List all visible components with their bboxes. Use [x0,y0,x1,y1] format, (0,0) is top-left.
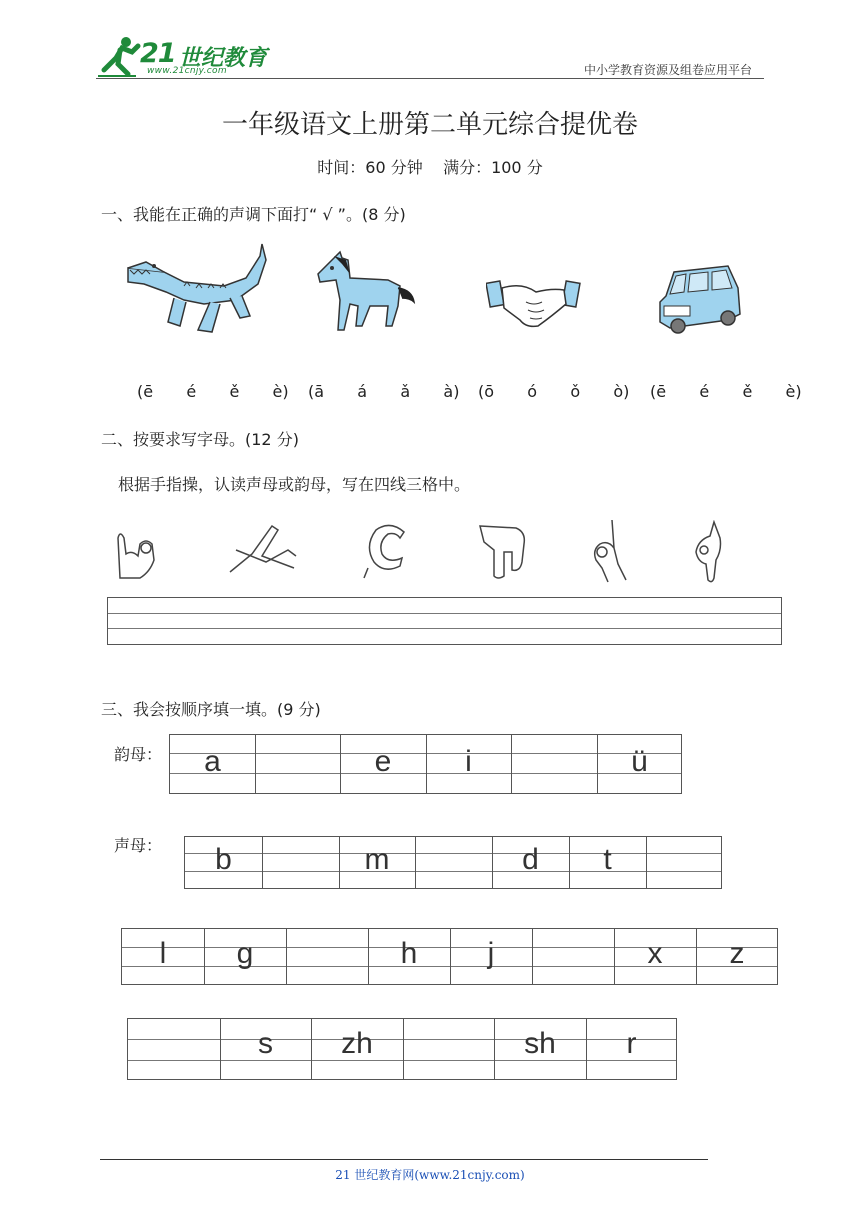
yunmu-cell-6: ü [631,745,648,778]
hand-gesture-3-icon [360,518,416,580]
shengmu-r2-cell-7: x [647,937,663,970]
shengmu-label: 声母： [114,836,163,855]
hand-gesture-2-icon [226,520,300,578]
page-subtitle: 时间：60 分钟 满分：100 分 [317,158,543,177]
yunmu-grid[interactable] [169,734,682,794]
yunmu-label: 韵母： [114,745,163,764]
shengmu-r3-cell-5: sh [524,1027,556,1060]
handshake-picture [486,272,582,338]
shengmu-r2-cell-1: l [159,937,167,970]
shengmu-r1-cell-1: b [215,843,232,876]
shengmu-r3-cell-3: zh [341,1027,373,1060]
shengmu-r2-cell-2: g [236,937,254,970]
car-picture [656,262,744,336]
logo-url: www.21cnjy.com [147,66,227,76]
shengmu-r2-cell-4: h [400,937,418,970]
section2-instruction: 根据手指操，认读声母或韵母，写在四线三格中。 [118,475,471,494]
footer-link[interactable]: 21 世纪教育网(www.21cnjy.com) [335,1168,525,1182]
shengmu-r3-cell-6: r [626,1027,637,1060]
footer-divider [100,1159,708,1160]
shengmu-grid-row1[interactable] [184,836,722,889]
section1-heading: 一、我能在正确的声调下面打“ √ ”。(8 分) [101,205,406,224]
shengmu-r1-cell-5: d [522,843,539,876]
page-title: 一年级语文上册第二单元综合提优卷 [221,110,638,140]
header-platform-text: 中小学教育资源及组卷应用平台 [583,63,752,77]
yunmu-cell-3: e [374,745,392,778]
shengmu-grid-row3[interactable] [127,1018,677,1080]
shengmu-r1-cell-6: t [603,843,612,876]
yunmu-cell-1: a [204,745,221,778]
shengmu-r2-cell-8: z [729,937,745,970]
crocodile-picture [124,242,270,336]
section3-heading: 三、我会按顺序填一填。(9 分) [101,700,321,719]
hand-gesture-6-icon [690,520,730,584]
tone-options-car[interactable]: (ē é ě è) [650,382,802,401]
shengmu-r3-cell-2: s [258,1027,273,1060]
hand-gesture-5-icon [588,518,632,584]
hand-gesture-4-icon [476,522,530,580]
tone-options-horse[interactable]: (ā á ǎ à) [308,382,460,401]
shengmu-r2-cell-5: j [487,937,495,970]
logo-text: 世纪教育 [179,46,268,71]
tone-options-handshake[interactable]: (ō ó ǒ ò) [478,382,630,401]
section2-heading: 二、按要求写字母。(12 分) [101,430,299,449]
header-divider [96,78,764,79]
shengmu-grid-row2[interactable] [121,928,778,985]
logo-number: 21 [140,38,176,69]
writing-grid[interactable] [107,597,782,645]
horse-picture [312,250,416,334]
hand-gesture-1-icon [110,520,166,582]
shengmu-r1-cell-3: m [364,843,390,876]
logo-runner-icon [96,36,144,78]
yunmu-cell-4: i [465,745,472,778]
tone-options-crocodile[interactable]: (ē é ě è) [137,382,289,401]
